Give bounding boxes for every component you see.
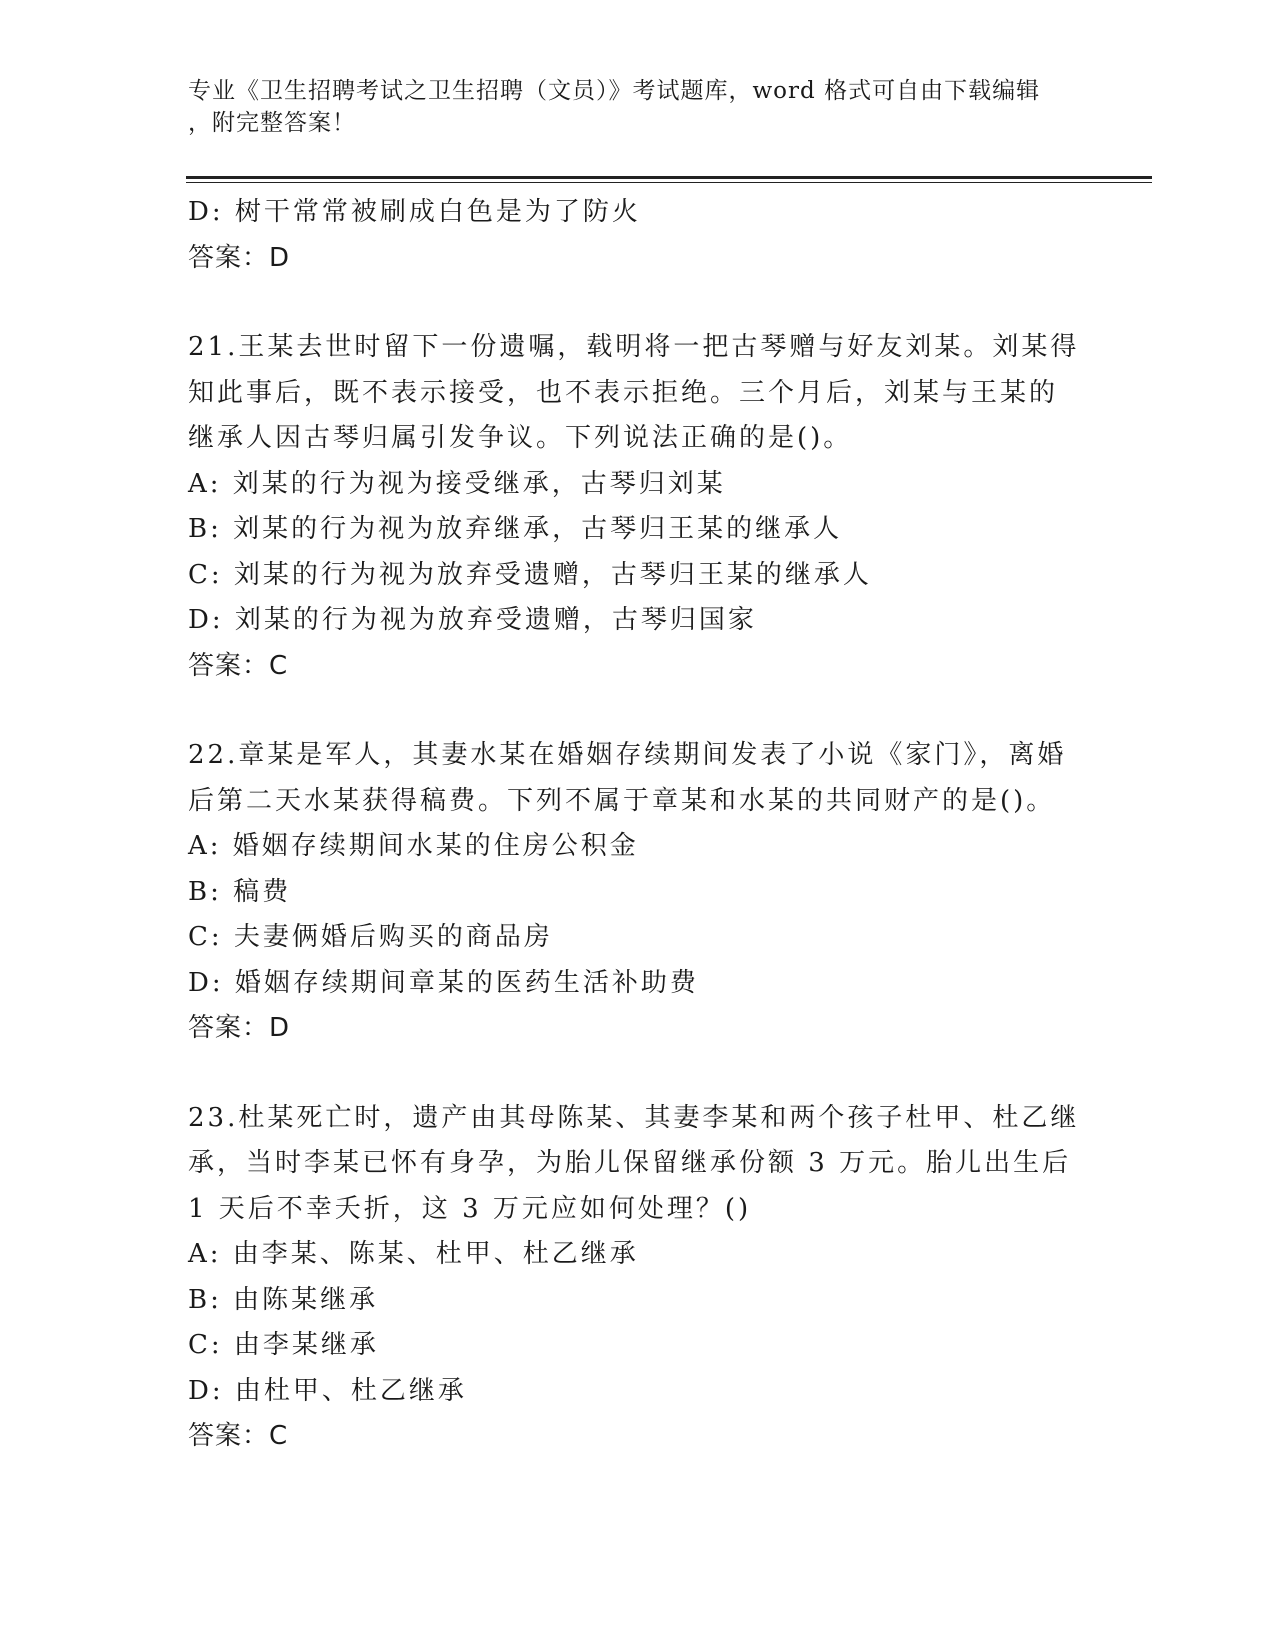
spacer <box>188 281 1088 325</box>
option-b: B: 由陈某继承 <box>188 1284 379 1315</box>
option-d: D: 婚姻存续期间章某的医药生活补助费 <box>188 967 699 998</box>
question-21 <box>188 325 1088 689</box>
question-stem-line: 21.王某去世时留下一份遗嘱，载明将一把古琴赠与好友刘某。刘某得 <box>188 332 1080 362</box>
option-b: B: 刘某的行为视为放弃继承，古琴归王某的继承人 <box>188 514 843 544</box>
option-a: A: 由李某、陈某、杜甲、杜乙继承 <box>188 1239 639 1269</box>
answer: 答案：D <box>188 1013 291 1043</box>
option-c: C: 由李某继承 <box>188 1330 379 1360</box>
question-stem-line: 后第二天水某获得稿费。下列不属于章某和水某的共同财产的是()。 <box>188 785 1056 816</box>
question-stem-line: 承，当时李某已怀有身孕，为胎儿保留继承份额 3 万元。胎儿出生后 <box>188 1148 1072 1178</box>
option-a: A: 刘某的行为视为接受继承，古琴归刘某 <box>188 468 726 499</box>
option-b: B: 稿费 <box>188 876 292 907</box>
document-header: 专业《卫生招聘考试之卫生招聘（文员）》考试题库，word 格式可自由下载编辑 ，附完整答案！ <box>188 78 1041 136</box>
question-23 <box>188 1096 1088 1460</box>
spacer <box>188 689 1088 733</box>
spacer <box>188 1052 1088 1096</box>
header-rule-thick <box>186 176 1152 179</box>
answer: 答案：C <box>188 650 289 681</box>
option-d: D: 由杜甲、杜乙继承 <box>188 1375 467 1406</box>
question-stem-line: 23.杜某死亡时，遗产由其母陈某、其妻李某和两个孩子杜甲、杜乙继 <box>188 1102 1080 1133</box>
question-stem-line: 知此事后，既不表示接受，也不表示拒绝。三个月后，刘某与王某的 <box>188 377 1059 408</box>
question-stem-line: 22.章某是军人，其妻水某在婚姻存续期间发表了小说《家门》，离婚 <box>188 740 1067 770</box>
answer: 答案：C <box>188 1421 289 1451</box>
question-22 <box>188 733 1088 1052</box>
header-rule-thin <box>186 182 1152 183</box>
option-a: A: 婚姻存续期间水某的住房公积金 <box>188 831 639 861</box>
option-c: C: 刘某的行为视为放弃受遗赠，古琴归王某的继承人 <box>188 559 872 590</box>
prev-option-d: D: 树干常常被刷成白色是为了防火 <box>188 197 641 227</box>
option-d: D: 刘某的行为视为放弃受遗赠，古琴归国家 <box>188 605 757 635</box>
question-stem-line: 1 天后不幸夭折，这 3 万元应如何处理？() <box>188 1193 752 1224</box>
option-c: C: 夫妻俩婚后购买的商品房 <box>188 922 553 952</box>
prev-answer: 答案：D <box>188 242 291 273</box>
document-body <box>188 190 1088 1460</box>
question-stem-line: 继承人因古琴归属引发争议。下列说法正确的是()。 <box>188 423 853 453</box>
